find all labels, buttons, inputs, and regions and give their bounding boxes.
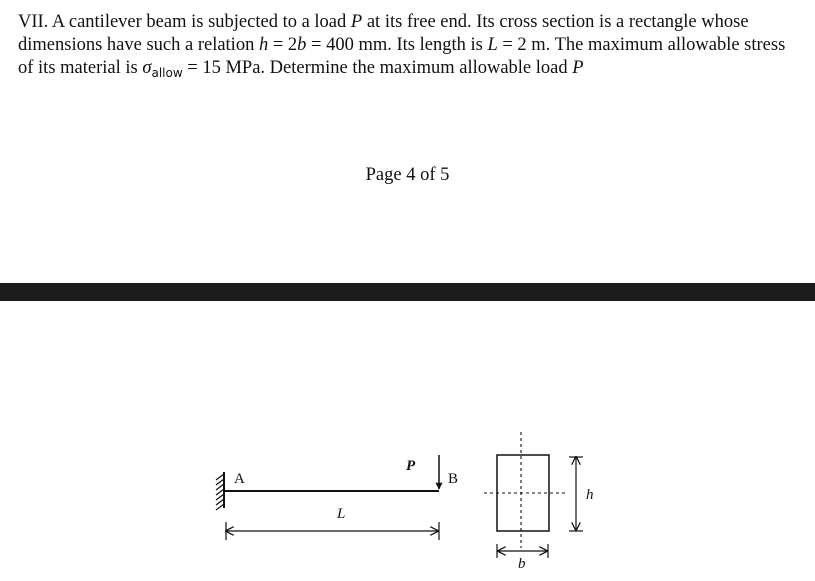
label-l: L <box>337 506 346 522</box>
load-symbol-2: P <box>572 58 584 78</box>
page-number: Page 4 of 5 <box>365 165 450 185</box>
problem-intro: VII. A cantilever beam is subjected to a load <box>18 12 351 32</box>
problem-eq1: = 2 <box>268 35 298 55</box>
width-symbol: b <box>297 35 307 55</box>
label-h: h <box>586 487 594 503</box>
problem-eq2: = 400 mm. Its length is <box>306 35 488 55</box>
cross-section <box>484 432 566 548</box>
load-symbol: P <box>350 12 363 32</box>
sigma-subscript: allow <box>151 66 183 80</box>
fixed-support <box>216 472 224 510</box>
label-b-dim: b <box>518 556 526 572</box>
length-symbol: L <box>487 35 498 55</box>
problem-eq3: = 2 m. The maximum allowable stress of its material is <box>18 35 786 78</box>
label-p: P <box>406 458 416 474</box>
label-a: A <box>234 471 245 487</box>
sigma-symbol: σ <box>142 58 152 78</box>
label-b: B <box>448 471 459 487</box>
problem-part2: at its free end. Its cross section is a rectangle whose dimensions have such a relation <box>18 12 749 55</box>
problem-eq4: = 15 MPa. Determine the maximum allowable load <box>182 58 573 78</box>
height-symbol: h <box>258 35 269 55</box>
